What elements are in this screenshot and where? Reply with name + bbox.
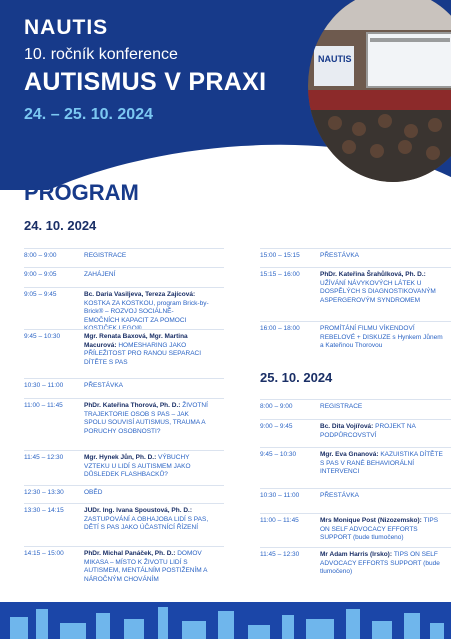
session-description [84,382,209,391]
schedule-row [260,451,451,491]
row-separator [24,546,224,547]
session-title: DOMOV MIKASA – MÍSTO K ŽIVOTU LIDÍ S AUTISMEM, MENTÁLNÍM POSTIŽENÍM A NÁROČNÝM CHOVÁNÍM [84,550,208,583]
session-time: 8:00 – 9:00 [260,403,293,410]
schedule-row [24,507,229,547]
row-separator [260,488,451,489]
session-speaker: Bc. Dita Vojířová: [320,423,376,430]
session-title: ZAHÁJENÍ [84,271,116,278]
session-time: 15:15 – 16:00 [260,271,300,278]
conference-edition: 10. ročník konference [24,46,178,63]
row-separator [24,485,224,486]
session-description [84,333,209,367]
row-separator [260,399,451,400]
conference-photo [308,0,451,182]
row-separator [260,513,451,514]
nautis-logo: NAUTIS [24,16,109,39]
session-description [84,454,209,480]
schedule-row [24,454,229,494]
row-separator [260,321,451,322]
session-description [320,551,445,577]
row-separator [260,547,451,548]
session-title: PŘESTÁVKA [84,382,124,389]
session-title: ŽIVOTNÍ TRAJEKTORIE OSOB S PAS – JAK SPOLU SOUVISÍ AUTISMUS, TRAUMA A PORUCHY OSOBNOSTI? [84,402,208,435]
session-title: TIPS ON SELF ADVOCACY EFFORTS SUPPORT (bude tlumočeno) [320,551,440,575]
event-title: AUTISMUS V PRAXI [24,68,267,96]
session-description [320,325,445,351]
row-separator [24,398,224,399]
session-time: 14:15 – 15:00 [24,550,64,557]
session-description [84,271,209,280]
schedule-row [24,333,229,373]
session-description [84,402,209,436]
session-time: 11:00 – 11:45 [260,517,299,524]
session-title: VÝBUCHY VZTEKU U LIDÍ S AUTISMEM JAKO DŮSLEDEK FLASHBACKŮ? [84,454,191,478]
session-description [320,252,445,261]
session-time: 9:05 – 9:45 [24,291,57,298]
session-description [84,550,209,584]
session-speaker: PhDr. Kateřina Thorová, Ph. D.: [84,402,183,409]
session-speaker: Mgr. Hynek Jůn, Ph. D.: [84,454,159,461]
session-time: 9:00 – 9:45 [260,423,293,430]
session-time: 11:45 – 12:30 [260,551,300,558]
schedule-row [260,271,451,311]
session-title: KOSTKA ZA KOSTKOU, program Brick-by-Brick® – ROZVOJ SOCIÁLNĚ-EMOČNÍCH KAPACIT ZA POMOCI [84,299,209,324]
program-heading: PROGRAM [24,180,139,205]
session-title: ZASTUPOVÁNÍ A OBHAJOBA LIDÍ S PAS, DĚTÍ S PAS JAKO ÚČASTNÍCÍ ŘÍZENÍ [84,515,209,531]
session-speaker: Mr Adam Harris (Irsko): [320,551,394,558]
schedule-row [24,550,229,590]
session-description [320,451,445,477]
session-title: HOMESHARING JAKO PŘÍLEŽITOST PRO RANOU SEPARACI DÍTĚTE S PAS [84,341,202,366]
session-description [320,492,445,501]
session-title: REGISTRACE [320,403,363,410]
session-description [84,252,209,261]
row-separator [260,267,451,268]
schedule-row [260,551,451,591]
day2-date: 25. 10. 2024 [260,370,333,385]
row-separator [24,329,224,330]
session-title: OBĚD [84,489,103,496]
session-description [84,507,209,533]
session-time: 13:30 – 14:15 [24,507,64,514]
schedule-row [24,291,229,331]
session-description [320,403,445,412]
session-title: PROMÍTÁNÍ FILMU VÍKENDOVÍ REBELOVÉ + DISKUZE s Hynkem Jůnem a Kateřinou Thorovou [320,325,443,349]
session-description [320,517,445,543]
session-description [320,271,445,305]
session-time: 9:45 – 10:30 [24,333,61,340]
session-speaker: PhDr. Kateřina Šrahůlková, Ph. D.: [320,271,426,278]
session-speaker: Mgr. Renata Baxová, Mgr. Martina Macurová: [84,333,188,349]
session-time: 9:00 – 9:05 [24,271,57,278]
session-time: 10:30 – 11:00 [260,492,300,499]
session-description [320,423,445,440]
photo-screen-logo: NAUTIS [318,54,352,64]
session-title: PŘESTÁVKA [320,252,360,259]
session-speaker: Mgr. Eva Gnanová: [320,451,381,458]
row-separator [260,248,451,249]
session-title: REGISTRACE [84,252,127,259]
session-title: KAZUISTIKA DÍTĚTE S PAS V RANÉ BEHAVIORÁLNÍ INTERVENCI [320,451,443,475]
session-speaker: PhDr. Michal Panáček, Ph. D.: [84,550,178,557]
session-speaker: Bc. Daria Vasiljeva, Tereza Zajícová: [84,291,196,298]
session-time: 11:45 – 12:30 [24,454,64,461]
row-separator [24,378,224,379]
session-time: 16:00 – 18:00 [260,325,300,332]
row-separator [24,287,224,288]
row-separator [24,267,224,268]
row-separator [260,419,451,420]
day1-date: 24. 10. 2024 [24,218,97,233]
row-separator [260,447,451,448]
session-speaker: Mrs Monique Post (Nizozemsko): [320,517,424,524]
session-time: 12:30 – 13:30 [24,489,64,496]
session-description [84,489,209,498]
row-separator [24,450,224,451]
event-dates: 24. – 25. 10. 2024 [24,106,153,123]
session-time: 11:00 – 11:45 [24,402,63,409]
session-title: PŘESTÁVKA [320,492,360,499]
session-time: 10:30 – 11:00 [24,382,64,389]
session-speaker: JUDr. Ing. Ivana Spoustová, Ph. D.: [84,507,192,514]
footer-illustration [0,602,451,639]
session-title: TIPS ON SELF ADVOCACY EFFORTS SUPPORT (bude tlumočeno) [320,517,439,541]
session-time: 15:00 – 15:15 [260,252,300,259]
row-separator [24,503,224,504]
row-separator [24,248,224,249]
session-time: 8:00 – 9:00 [24,252,57,259]
session-title: UŽÍVÁNÍ NÁVYKOVÝCH LÁTEK U DOSPĚLÝCH S DIAGNOSTIKOVANÝM ASPERGEROVÝM SYNDROMEM [320,279,436,304]
session-time: 9:45 – 10:30 [260,451,297,458]
session-title: PROJEKT NA PODPŮRCOVSTVÍ [320,423,416,439]
schedule-row [260,325,451,365]
schedule-row [24,402,229,442]
session-description [84,291,209,334]
